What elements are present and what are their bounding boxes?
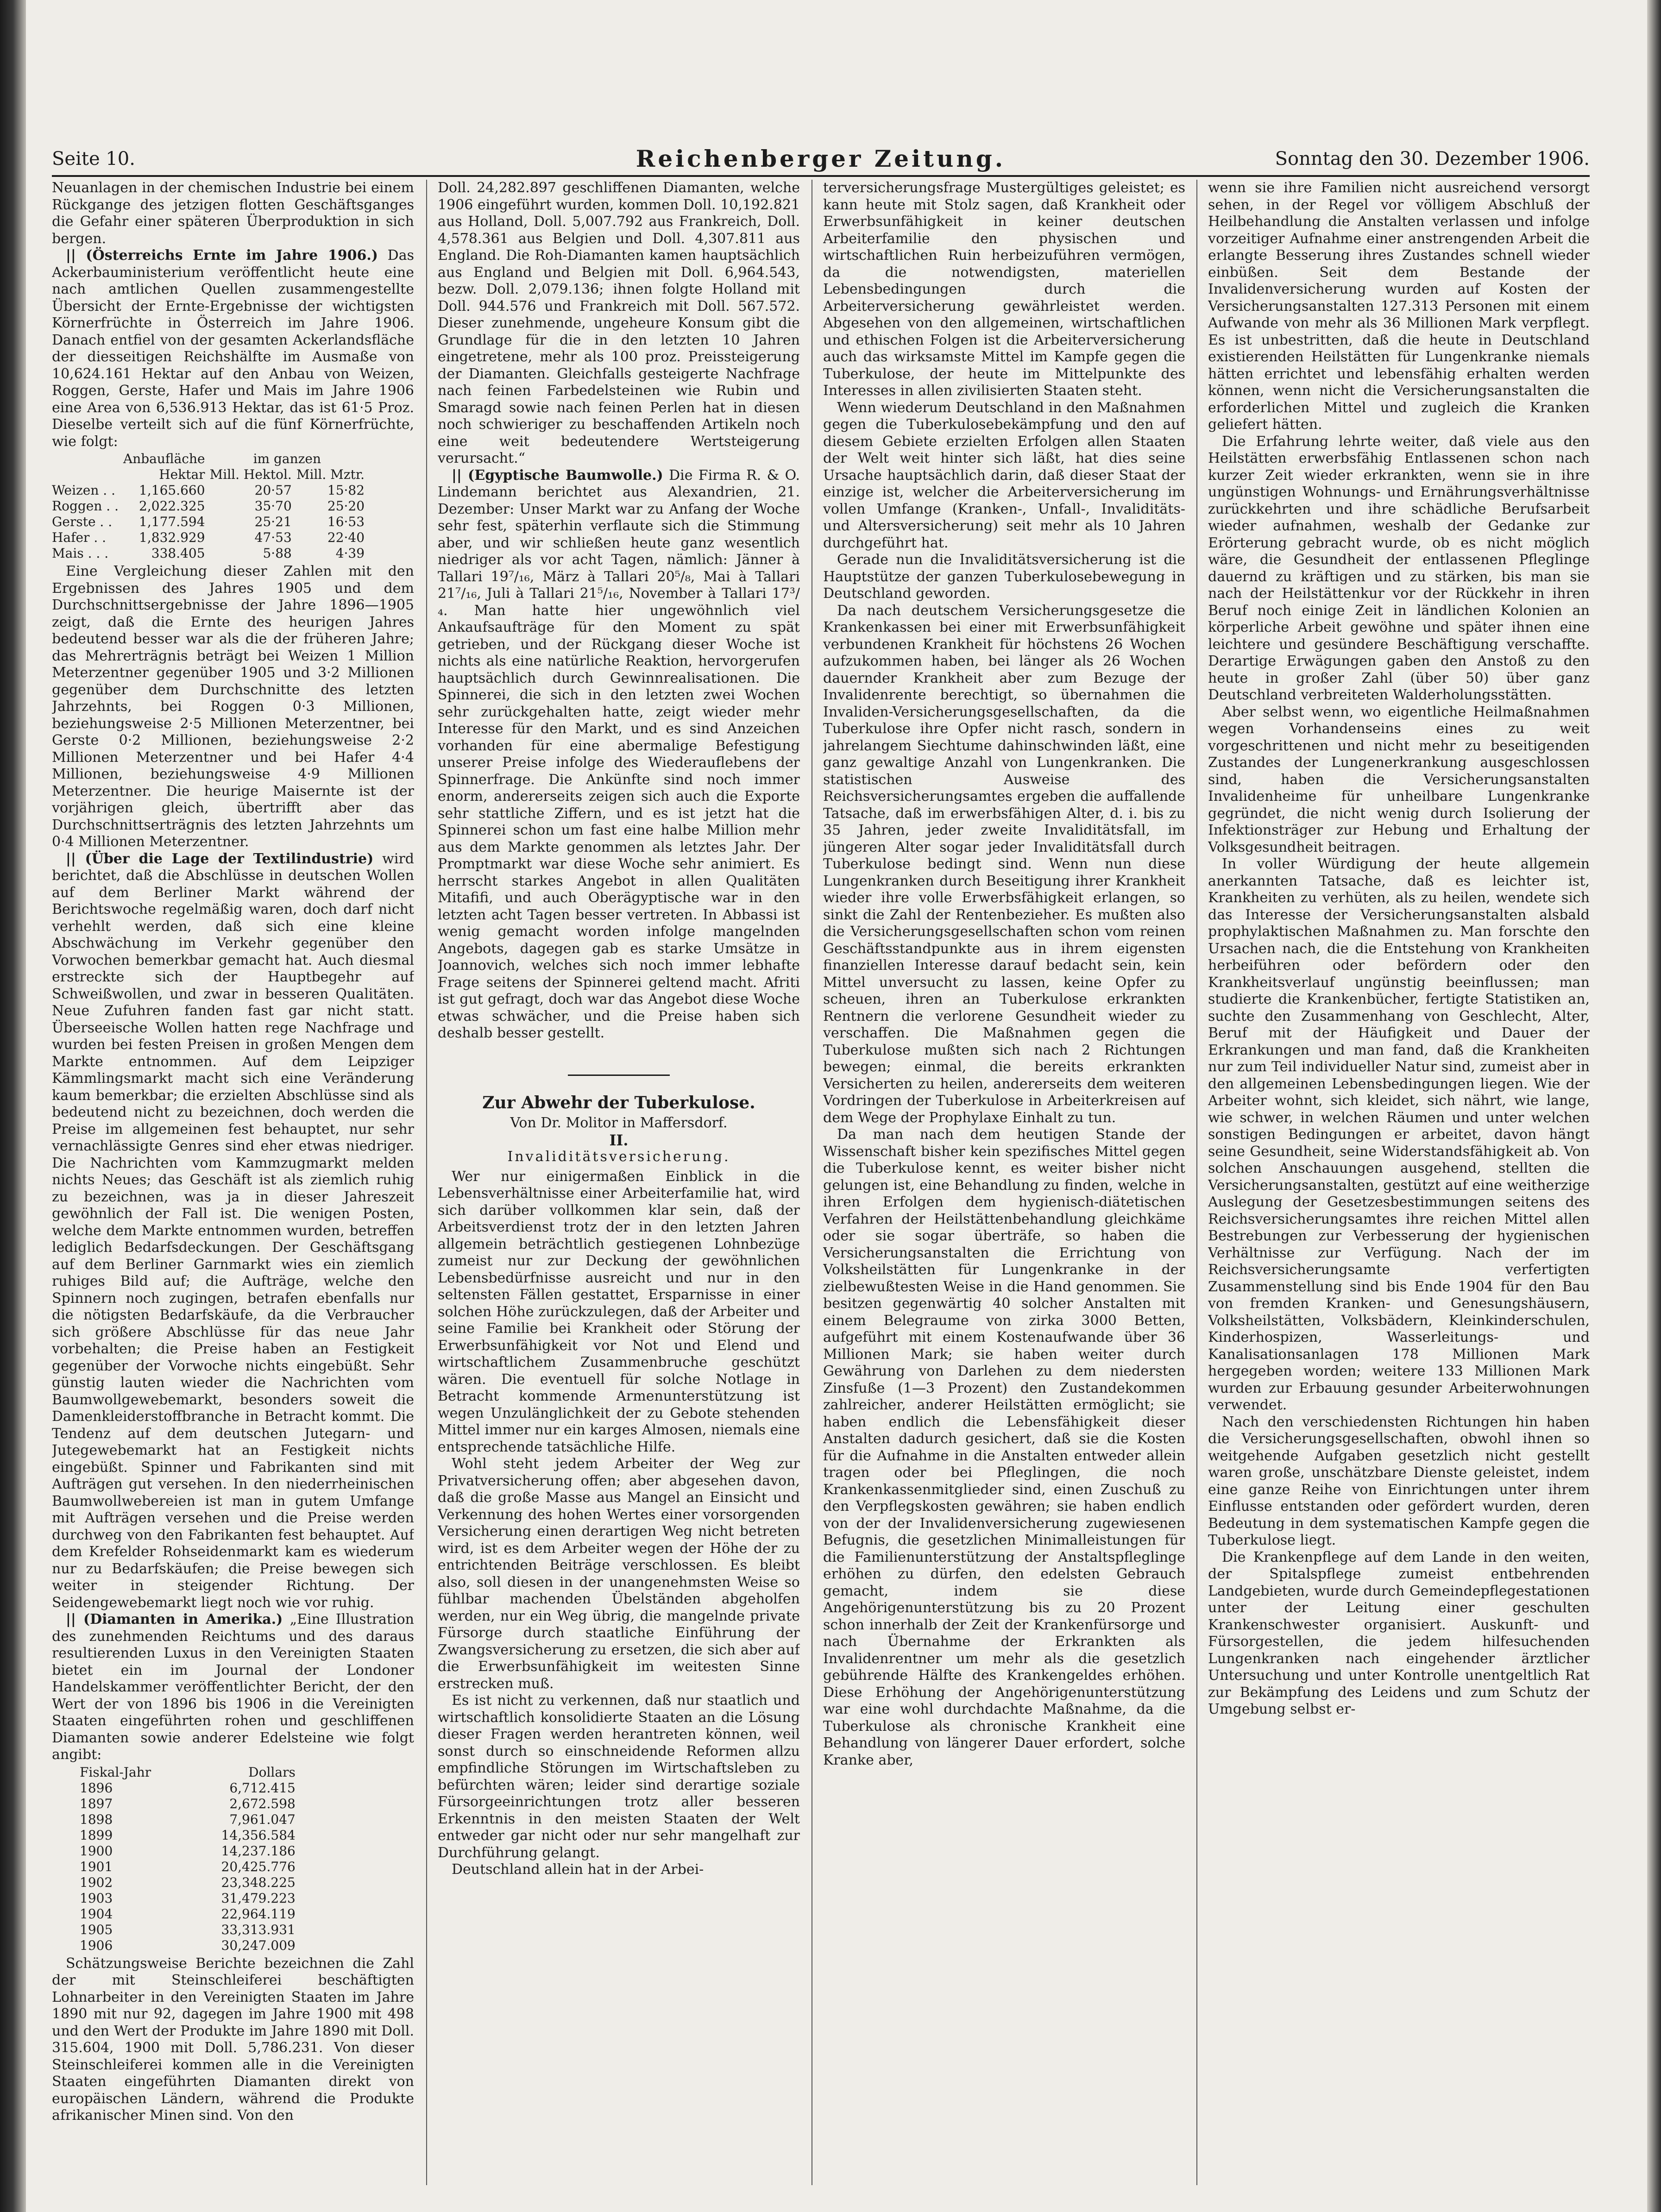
article-heading: || (Über die Lage der Textilindustrie) (66, 850, 374, 867)
column-1 (52, 180, 414, 2185)
quintal-value: 16·53 (327, 514, 365, 529)
fiscal-year: 1898 (80, 1811, 113, 1827)
fiscal-year: 1905 (80, 1922, 113, 1937)
table-row (80, 1875, 300, 1891)
fiscal-year: 1904 (80, 1906, 113, 1922)
quintal-value: 22·40 (327, 530, 365, 545)
area-value: 2,022.325 (139, 498, 205, 514)
dollar-value: 30,247.009 (221, 1937, 296, 1953)
article-text: Das Ackerbauministerium veröffentlicht heute eine nach amtlichen Quellen zusammengestellte Übersicht der Ernte-Ergebnisse der wichtigsten Körnerfrüchte in Österreich im Jahre 1906. Danach entfiel von der gesamten Ackerlandsfläche der diesseitigen Reichshälfte im Ausmaße von 10,624.161 Hektar auf den Anbau von Weizen, Roggen, Gerste, Hafer und Mais im Jahre 1906 eine Area von 6,536.913 Hektar, das ist 61·5 Proz. Dieselbe verteilt sich auf die fünf Körnerfrüchte, wie folgt: (52, 247, 414, 450)
table-header: Mill. Hektol. (209, 467, 292, 482)
issue-date: Sonntag den 30. Dezember 1906. (1275, 148, 1590, 170)
paragraph: Wenn wiederum Deutschland in den Maßnahmen gegen die Tuberkulosebekämpfung und den auf diesem Gebiete erzielten Erfolgen allen Staaten der Welt weit hinter sich läßt, hat dies seine Ursache hauptsächlich darin, daß dieser Staat der einzige ist, welcher die Arbeiterversicherung im vollen Umfange (Kranken-, Unfall-, Invaliditäts- und Altersversicherung) seit mehr als 10 Jahren durchgeführt hat. (823, 399, 1185, 551)
table-header: Mill. Mztr. (296, 467, 365, 482)
scan-edge-shadow (1647, 0, 1661, 2212)
fiscal-year: 1896 (80, 1780, 113, 1796)
fiscal-year: 1897 (80, 1796, 113, 1811)
article-subtitle: Invaliditätsversicherung. (507, 1149, 730, 1165)
article-heading: || (Österreichs Ernte im Jahre 1906.) (66, 247, 378, 264)
area-value: 1,177.594 (139, 514, 205, 529)
dollar-value: 33,313.931 (221, 1922, 296, 1937)
area-value: 338.405 (151, 546, 205, 561)
dollar-value: 20,425.776 (221, 1859, 296, 1874)
article-text: Die Firma R. & O. Lindemann berichtet aus Alexandrien, 21. Dezember: Unser Markt war zu Anfang der Woche sehr fest, späterhin verflaute sich die Stimmung aber, und wir schließen heute ganz wesentlich niedriger als vor acht Tagen, nämlich: Jänner à Tallari 19⁷/₁₆, März à Tallari 20⁵/₈, Mai à Tallari 21⁷/₁₆, Juli à Tallari 21⁵/₁₆, November à Tallari 17³/₄. Man hatte hier ungewöhnlich viel Ankaufsaufträge für den Moment zu spät getrieben, und der Rückgang dieser Woche ist nichts als eine natürliche Reaktion, hervorgerufen hauptsächlich durch Gewinnrealisationen. Die Spinnerei, die sich in den letzten zwei Wochen sehr zurückgehalten hatte, zeigt wieder mehr Interesse für den Markt, und es sind Anzeichen vorhanden für eine abermalige Befestigung unserer Preise infolge des Wiederauflebens der Spinnerfrage. Die Ankünfte sind noch immer enorm, andererseits zeigen sich auch die Exporte sehr stattliche Ziffern, und es ist jetzt hat die Spinnerei schon um fast eine halbe Million mehr aus dem Markte genommen als letztes Jahr. Der Promptmarkt war diese Woche sehr animiert. Es herrscht starkes Angebot in allen Qualitäten Mitafifi, und auch Oberägyptische war in den letzten acht Tagen besser vertreten. In Abbassi ist wenig gemacht worden infolge mangelnden Angebots, dagegen gab es starke Umsätze in Joannovich, welches sich noch immer lebhafte Frage seitens der Spinnerei geltend macht. Afriti ist gut gefragt, doch war das Angebot diese Woche etwas schwächer, und die Preise haben sich deshalb besser gestellt. (438, 467, 800, 1041)
paragraph: Gerade nun die Invaliditätsversicherung ist die Hauptstütze der ganzen Tuberkulosebewegung in Deutschland geworden. (823, 552, 1185, 602)
area-value: 1,832.929 (139, 530, 205, 545)
fiscal-year: 1902 (80, 1874, 113, 1890)
quintal-value: 15·82 (327, 483, 365, 498)
table-row (52, 514, 369, 530)
paragraph: Schätzungsweise Berichte bezeichnen die Zahl der mit Steinschleiferei beschäftigten Lohnarbeiter in den Vereinigten Staaten im Jahre 1890 mit nur 92, dagegen im Jahre 1900 mit 498 und den Wert der Produkte im Jahre 1890 mit Doll. 315.604, 1900 mit Doll. 5,786.231. Von dieser Steinschleiferei kommen alle in die Vereinigten Staaten eingeführten Diamanten direkt von europäischen Ländern, während die Produkte afrikanischer Minen sind. Von den (52, 1955, 414, 2124)
diamond-table (80, 1765, 300, 1954)
table-row (80, 1828, 300, 1843)
crop-name: Roggen . . (52, 498, 119, 514)
table-header: Anbaufläche (123, 451, 205, 466)
paragraph: Neuanlagen in der chemischen Industrie bei einem Rückgange des jetzigen flotten Geschäftsganges die Gefahr einer späteren Überproduktion in sich bergen. (52, 180, 414, 247)
paragraph: Die Krankenpflege auf dem Lande in den weiten, der Spitalspflege zumeist entbehrenden Landgebieten, wurde durch Gemeindepflegestationen unter der Leitung einer geschulten Krankenschwester organisiert. Auskunft- und Fürsorgestellen, die jedem hilfesuchenden Lungenkranken nach eingehender ärztlicher Untersuchung und unter Kontrolle unentgeltlich Rat zur Bekämpfung des Leidens und zum Schutz der Umgebung selbst er- (1208, 1549, 1590, 1717)
dollar-value: 31,479.223 (221, 1890, 296, 1906)
article-paragraph (52, 851, 414, 1612)
table-row (80, 1891, 300, 1906)
article-text: „Eine Illustration des zunehmenden Reichtums und des daraus resultierenden Luxus in den Vereinigten Staaten bietet ein im Journal der Londoner Handelskammer veröffentlichter Bericht, der den Wert der von 1896 bis 1906 in die Vereinigten Staaten eingeführten rohen und geschliffenen Diamanten sowie anderer Edelsteine wie folgt angibt: (52, 1611, 414, 1763)
dollar-value: 14,237.186 (221, 1843, 296, 1859)
header-rule (52, 175, 1590, 177)
quintal-value: 4·39 (335, 546, 365, 561)
article-section-number: II. (609, 1131, 629, 1149)
table-row (80, 1906, 300, 1922)
hectoliter-value: 47·53 (254, 530, 292, 545)
newspaper-title: Reichenberger Zeitung. (635, 145, 1006, 172)
fiscal-year: 1900 (80, 1843, 113, 1859)
paragraph: Die Erfahrung lehrte weiter, daß viele aus den Heilstätten erwerbsfähig Entlassenen schon nach kurzer Zeit wieder erkrankten, wenn sie in ihre ungünstigen Wohnungs- und Ernährungsverhältnisse zurückkehrten und ihre schädliche Berufsarbeit wieder aufnahmen, weshalb der Gedanke zur Erörterung gebracht wurde, ob es nicht möglich wäre, die Gesundheit der entlassenen Pfleglinge dauernd zu kräftigen und zu stärken, bis man sie nach der Heilstättenkur vor der Rückkehr in ihren Beruf noch einige Zeit in ländlichen Kolonien an körperliche Arbeit gewöhne und später ihnen eine leichtere und gesündere Beschäftigung verschaffte. Derartige Erwägungen gaben den Anstoß zu den heute in großer Zahl (über 50) über ganz Deutschland verbreiteten Walderholungsstätten. (1208, 433, 1590, 703)
article-heading: || (Diamanten in Amerika.) (66, 1611, 283, 1628)
article-paragraph (52, 247, 414, 450)
dollar-value: 7,961.047 (229, 1811, 296, 1827)
scan-binding-shadow (0, 0, 26, 2212)
crop-name: Mais . . . (52, 546, 109, 561)
table-row (80, 1812, 300, 1828)
column-rule (1196, 180, 1197, 2185)
paragraph: wenn sie ihre Familien nicht ausreichend versorgt sehen, in der Regel vor völligem Abschluß der Heilbehandlung die Anstalten verlassen und infolge vorzeitiger Aufnahme einer anstrengenden Arbeit die erlangte Besserung ihres Zustandes schnell wieder einbüßen. Seit dem Bestande der Invalidenversicherung wurden auf Kosten der Versicherungsanstalten 127.313 Personen mit einem Aufwande von mehr als 36 Millionen Mark verpflegt. Es ist unbestritten, daß die heute in Deutschland existierenden Heilstätten für Lungenkranke niemals hätten errichtet und lebensfähig erhalten werden können, wenn nicht die Versicherungsanstalten die erforderlichen Mittel und zugleich die Kranken geliefert hätten. (1208, 180, 1590, 433)
article-paragraph (52, 1611, 414, 1764)
table-row (80, 1780, 300, 1796)
paragraph: Es ist nicht zu verkennen, daß nur staatlich und wirtschaftlich konsolidierte Staaten an die Lösung dieser Fragen werden herantreten können, weil sonst durch so einschneidende Reformen allzu empfindliche Störungen im Wirtschaftsleben zu befürchten wären; leider sind derartige soziale Fürsorgeeinrichtungen trotz aller besseren Erkenntnis in den meisten Staaten der Welt entweder gar nicht oder nur sehr mangelhaft zur Durchführung gelangt. (438, 1692, 800, 1861)
table-row (52, 530, 369, 546)
table-row (80, 1922, 300, 1938)
paragraph: Deutschland allein hat in der Arbei- (452, 1861, 704, 1878)
fiscal-year: 1901 (80, 1859, 113, 1874)
crop-name: Gerste . . (52, 514, 113, 529)
article-divider (568, 1075, 670, 1076)
table-header: im ganzen (253, 451, 321, 466)
paragraph: Eine Vergleichung dieser Zahlen mit den Ergebnissen des Jahres 1905 und dem Durchschnittsergebnisse der Jahre 1896—1905 zeigt, daß die Ernte des heurigen Jahres bedeutend besser war als die der früheren Jahre; das Mehrerträgnis beträgt bei Weizen 1 Million Meterzentner gegenüber 1905 und 3·2 Millionen gegenüber dem Durchschnitte des letzten Jahrzehnts, bei Roggen 0·3 Millionen, beziehungsweise 2·5 Millionen Meterzentner, bei Gerste 0·2 Millionen, beziehungsweise 2·2 Millionen Meterzentner und bei Hafer 4·4 Millionen, beziehungsweise 4·9 Millionen Meterzentner. Die heurige Maisernte ist der vorjährigen gleich, übertrifft aber das Durchschnittserträgnis des letzten Jahrzehnts um 0·4 Millionen Meterzentner. (52, 563, 414, 850)
dollar-value: 6,712.415 (229, 1780, 296, 1796)
paragraph: Aber selbst wenn, wo eigentliche Heilmaßnahmen wegen Vorhandenseins eines zu weit vorgeschrittenen und nicht mehr zu beseitigenden Zustandes der Lungenerkrankung ausgeschlossen sind, haben die Versicherungsanstalten Invalidenheime für unheilbare Lungenkranke gegründet, die nicht wenig durch Isolierung der Infektionsträger zur Hebung und Erhaltung der Volksgesundheit beitragen. (1208, 704, 1590, 855)
column-4 (1208, 180, 1590, 2185)
hectoliter-value: 5·88 (263, 546, 292, 561)
table-row (80, 1859, 300, 1875)
page-number: Seite 10. (52, 148, 135, 170)
hectoliter-value: 35·70 (254, 498, 292, 514)
article-heading: || (Egyptische Baumwolle.) (452, 467, 663, 484)
dollar-value: 22,964.119 (221, 1906, 296, 1922)
article-text: wird berichtet, daß die Abschlüsse in deutschen Wollen auf dem Berliner Markt während der Berichtswoche regelmäßig waren, doch darf nicht verhehlt werden, daß sich eine kleine Abschwächung im Verkehr gegenüber den Vorwochen bemerkbar gemacht hat. Auch diesmal erstreckte sich der Hauptbegehr auf Schweißwollen, und zwar in besseren Qualitäten. Neue Zufuhren fanden fast gar nicht statt. Überseeische Wollen hatten rege Nachfrage und wurden bei festen Preisen in großen Mengen dem Markte entnommen. Auf dem Leipziger Kämmlingsmarkt macht sich eine Veränderung kaum bemerkbar; die erzielten Abschlüsse sind als bedeutend nicht zu bezeichnen, doch werden die Preise im allgemeinen fest behauptet, nur sehr vernachlässigte Genres sind eher etwas niedriger. Die Nachrichten vom Kammzugmarkt melden nichts Neues; das Geschäft ist als ziemlich ruhig zu bezeichnen, was ja in dieser Jahreszeit gewöhnlich der Fall ist. Die wenigen Posten, welche dem Markte entnommen wurden, betreffen lediglich Bedarfsdeckungen. Der Geschäftsgang auf dem Berliner Garnmarkt wies ein ziemlich ruhiges Bild auf; die Aufträge, welche den Spinnern noch zugingen, betrafen ebenfalls nur die nötigsten Bedarfskäufe, da die Verbraucher sich größere Abschlüsse für das neue Jahr vorbehalten; die Preise haben an Festigkeit gegenüber der Vorwoche nichts eingebüßt. Sehr günstig lauten wieder die Nachrichten vom Baumwollgewebemarkt, besonders soweit die Damenkleiderstoffbranche in Betracht kommt. Die Tendenz auf dem deutschen Jutegarn- und Jutegewebemarkt hat an Festigkeit nichts eingebüßt. Spinner und Fabrikanten sind mit Aufträgen gut versehen. In den niederrheinischen Baumwollwebereien ist man in gutem Umfange mit Aufträgen versehen und die Preise werden durchweg von den Fabrikanten fest behauptet. Auf dem Krefelder Rohseidenmarkt kam es wiederum nur zu Bedarfskäufen; die Preise bewegen sich weiter in steigender Richtung. Der Seidengewebemarkt liegt noch wie vor ruhig. (52, 850, 414, 1611)
paragraph: terversicherungsfrage Mustergültiges geleistet; es kann heute mit Stolz sagen, daß Krankheit oder Erwerbsunfähigkeit in keiner deutschen Arbeiterfamilie den physischen und wirtschaftlichen Ruin herbeizuführen vermögen, da die notwendigsten, materiellen Lebensbedingungen durch die Arbeiterversicherung gewährleistet werden. Abgesehen von den allgemeinen, wirtschaftlichen und ethischen Folgen ist die Arbeiterversicherung auch das wirksamste Mittel im Kampfe gegen die Tuberkulose, der heute im Mittelpunkte des Interesses in allen zivilisierten Staaten steht. (823, 180, 1185, 399)
column-rule (426, 180, 427, 2185)
paragraph: Doll. 24,282.897 geschliffenen Diamanten, welche 1906 eingeführt wurden, kommen Doll. 10,192.821 aus Holland, Doll. 5,007.792 aus Frankreich, Doll. 4,578.361 aus Belgien und Doll. 4,307.811 aus England. Die Roh-Diamanten kamen hauptsächlich aus England und Belgien mit Doll. 6,964.543, bezw. Doll. 2,079.136; ihnen folgte Holland mit Doll. 944.576 und Frankreich mit Doll. 567.572. Dieser zunehmende, ungeheure Konsum gibt die Grundlage für die in den letzten 10 Jahren eingetretene, mehr als 100 proz. Preissteigerung der Diamanten. Gleichfalls gesteigerte Nachfrage nach feinen Farbedelsteinen wie Rubin und Smaragd sowie nach feinen Perlen hat in diesen noch schwieriger zu beschaffenden Artikeln noch eine weit bedeutendere Wertsteigerung verursacht.“ (438, 180, 800, 466)
table-header: Hektar (159, 467, 205, 482)
paragraph: Da man nach dem heutigen Stande der Wissenschaft bisher kein spezifisches Mittel gegen die Tuberkulose kennt, es weiter bisher nicht gelungen ist, eine Behandlung zu finden, welche in ihren Erfolgen dem hygienisch-diätetischen Verfahren der Heilstättenbehandlung gleichkäme oder sie sogar überträfe, so haben die Versicherungsanstalten die Errichtung von Volksheilstätten für Lungenkranke in der zielbewußtesten Weise in die Hand genommen. Sie besitzen gegenwärtig 40 solcher Anstalten mit einem Belegraume von zirka 3000 Betten, aufgeführt mit einem Kostenaufwande über 36 Millionen Mark; sie haben weiter durch Gewährung von Darlehen zu dem niedersten Zinsfuße (1—3 Prozent) den Zustandekommen zahlreicher, anderer Heilstätten ermöglicht; sie haben endlich die Lebensfähigkeit dieser Anstalten dadurch gesichert, daß sie die Kosten für die Aufnahme in die Anstalten entweder allein tragen oder bei Pfleglingen, die noch Krankenkassenmitglieder sind, einen Zuschuß zu den Verpflegskosten gewähren; sie haben endlich von der der Invalidenversicherung zugewiesenen Befugnis, die gesetzlichen Minimalleistungen für die Familienunterstützung der Anstaltspfleglinge erhöhen zu dürfen, den edelsten Gebrauch gemacht, indem sie diese Angehörigenunterstützung bis zu 20 Prozent schon innerhalb der Zeit der Krankenfürsorge und nach Übernahme der Erkrankten als Invalidenrentner um mehr als die gesetzlich gebührende Hälfte des Krankengeldes erhöhen. Diese Erhöhung der Angehörigenunterstützung war eine wohl durchdachte Maßnahme, da die Tuberkulose als chronische Krankheit eine Behandlung von längerer Dauer erfordert, solche Kranke aber, (823, 1126, 1185, 1768)
crop-name: Hafer . . (52, 530, 107, 545)
table-row (80, 1938, 300, 1954)
hectoliter-value: 20·57 (254, 483, 292, 498)
dollar-value: 14,356.584 (221, 1827, 296, 1843)
paragraph: Wer nur einigermaßen Einblick in die Lebensverhältnisse einer Arbeiterfamilie hat, wird sich darüber vollkommen klar sein, daß der Arbeitsverdienst trotz der in den letzten Jahren allgemein beträchtlich gestiegenen Lohnbezüge zumeist nur zur Deckung der gewöhnlichen Lebensbedürfnisse ausreicht und nur in den seltensten Fällen gestattet, Ersparnisse in einer solchen Höhe zurückzulegen, daß der Arbeiter und seine Familie bei Krankheit oder Störung der Erwerbsunfähigkeit vor Not und Elend und wirtschaftlichem Zusammenbruche geschützt wären. Die eventuell für solche Notlage in Betracht kommende Armenunterstützung ist wegen Unzulänglichkeit der zu Gebote stehenden Mittel immer nur ein karges Almosen, niemals eine entsprechende tatsächliche Hilfe. (438, 1168, 800, 1455)
table-row (52, 483, 369, 498)
fiscal-year: 1906 (80, 1937, 113, 1953)
quintal-value: 25·20 (327, 498, 365, 514)
table-row (52, 546, 369, 561)
table-row (80, 1843, 300, 1859)
paragraph: Da nach deutschem Versicherungsgesetze die Krankenkassen bei einer mit Erwerbsunfähigkeit verbundenen Krankheit für höchstens 26 Wochen aufzukommen haben, bei länger als 26 Wochen dauernder Krankheit aber zum Bezuge der Invalidenrente berechtigt, so übernahmen die Invaliden-Versicherungsgesellschaften, da die Tuberkulose ihre Opfer nicht rasch, sondern in jahrelangem Siechtume dahinschwinden läßt, eine ganz gewaltige Anzahl von Lungenkranken. Die statistischen Ausweise des Reichsversicherungsamtes ergeben die auffallende Tatsache, daß im erwerbsfähigen Alter, d. i. bis zu 35 Jahren, jeder zweite Invaliditätsfall, im jüngeren Alter sogar jeder Invaliditätsfall durch Tuberkulose bedingt sind. Wenn nun diese Lungenkranken durch Beseitigung ihrer Krankheit wieder ihre volle Erwerbsfähigkeit erlangen, so sinkt die Zahl der Rentenbezieher. Es mußten also die Versicherungsgesellschaften schon vom reinen Geschäftsstandpunkte aus in ihrem eigensten finanziellen Interesse darauf bedacht sein, kein Mittel unversucht zu lassen, keine Opfer zu scheuen, ihren an Tuberkulose erkrankten Rentnern die verlorene Gesundheit wieder zu verschaffen. Die Maßnahmen gegen die Tuberkulose mußten sich nach 2 Richtungen bewegen; einmal, die bereits erkrankten Versicherten zu heilen, andererseits dem weiteren Vordringen der Tuberkulose in Arbeiterkreisen auf dem Wege der Prophylaxe Einhalt zu tun. (823, 602, 1185, 1126)
paragraph: Nach den verschiedensten Richtungen hin haben die Versicherungsgesellschaften, obwohl ihnen so weitgehende Aufgaben gesetzlich nicht gestellt waren große, unschätzbare Dienste geleistet, indem eine ganze Reihe von Einrichtungen unter ihrem Einflusse entstanden oder gefördert wurden, deren Bedeutung in dem systematischen Kampfe gegen die Tuberkulose liegt. (1208, 1414, 1590, 1548)
column-3 (823, 180, 1185, 2185)
article-title: Zur Abwehr der Tuberkulose. (482, 1093, 755, 1112)
fiscal-year: 1903 (80, 1890, 113, 1906)
article-author: Von Dr. Molitor in Maffersdorf. (510, 1115, 728, 1131)
crop-name: Weizen . . (52, 483, 115, 498)
dollar-value: 23,348.225 (221, 1874, 296, 1890)
table-header: Fiskal-Jahr (80, 1764, 151, 1780)
table-row (80, 1796, 300, 1812)
area-value: 1,165.660 (139, 483, 205, 498)
column-2 (438, 180, 800, 2185)
page-header (52, 143, 1590, 175)
fiscal-year: 1899 (80, 1827, 113, 1843)
paragraph: In voller Würdigung der heute allgemein anerkannten Tatsache, daß es leichter ist, Krankheiten zu verhüten, als zu heilen, wendete sich das Interesse der Versicherungsanstalten alsbald prophylaktischen Maßnahmen zu. Man forschte den Ursachen nach, die die Entstehung von Krankheiten herbeiführen oder befördern oder den Krankheitsverlauf ungünstig beeinflussen; man studierte die Krankenbücher, fertigte Statistiken an, suchte den Zusammenhang von Geschlecht, Alter, Beruf mit der Häufigkeit und Dauer der Erkrankungen und man fand, daß die Krankheiten nur zum Teil individueller Natur sind, zumeist aber in den allgemeinen Lebensbedingungen liegen. Wie der Arbeiter wohnt, sich kleidet, sich nährt, wie lange, wie schwer, in welchen Räumen und unter welchen sonstigen Bedingungen er arbeitet, davon hängt seine Gesundheit, seine Widerstandsfähigkeit ab. Von solchen Anschauungen ausgehend, stellten die Versicherungsanstalten, gestützt auf eine weitherzige Auslegung der Gesetzesbestimmungen seitens des Reichsversicherungsamtes ihre reichen Mittel allen Bestrebungen zur Verbesserung der hygienischen Verhältnisse zur Verfügung. Nach der im Reichsversicherungsamte verfertigten Zusammenstellung sind bis Ende 1904 für den Bau von fremden Kranken- und Genesungshäusern, Volksheilstätten, Volksbädern, Kleinkinderschulen, Kinderhospizen, Wasserleitungs- und Kanalisationsanlagen 178 Millionen Mark hergegeben worden; weitere 133 Millionen Mark wurden zur Erbauung gesunder Arbeiterwohnungen verwendet. (1208, 856, 1590, 1413)
paragraph: Wohl steht jedem Arbeiter der Weg zur Privatversicherung offen; aber abgesehen davon, daß die große Masse aus Mangel an Einsicht und Verkennung des hohen Wertes einer vorsorgenden Versicherung einen derartigen Weg nicht betreten wird, ist es dem Arbeiter wegen der Höhe der zu entrichtenden Beiträge verschlossen. Es bleibt also, soll diesen in der unangenehmsten Weise so fühlbar machenden Übelständen abgeholfen werden, nur ein Weg übrig, die mangelnde private Fürsorge durch staatliche Einführung der Zwangsversicherung zu ersetzen, die sich aber auf die Erwerbsunfähigkeit im weitesten Sinne erstrecken muß. (438, 1456, 800, 1692)
hectoliter-value: 25·21 (254, 514, 292, 529)
table-row (52, 498, 369, 514)
article-paragraph (438, 467, 800, 1042)
table-header: Dollars (248, 1764, 296, 1780)
dollar-value: 2,672.598 (229, 1796, 296, 1811)
harvest-table (52, 451, 369, 561)
